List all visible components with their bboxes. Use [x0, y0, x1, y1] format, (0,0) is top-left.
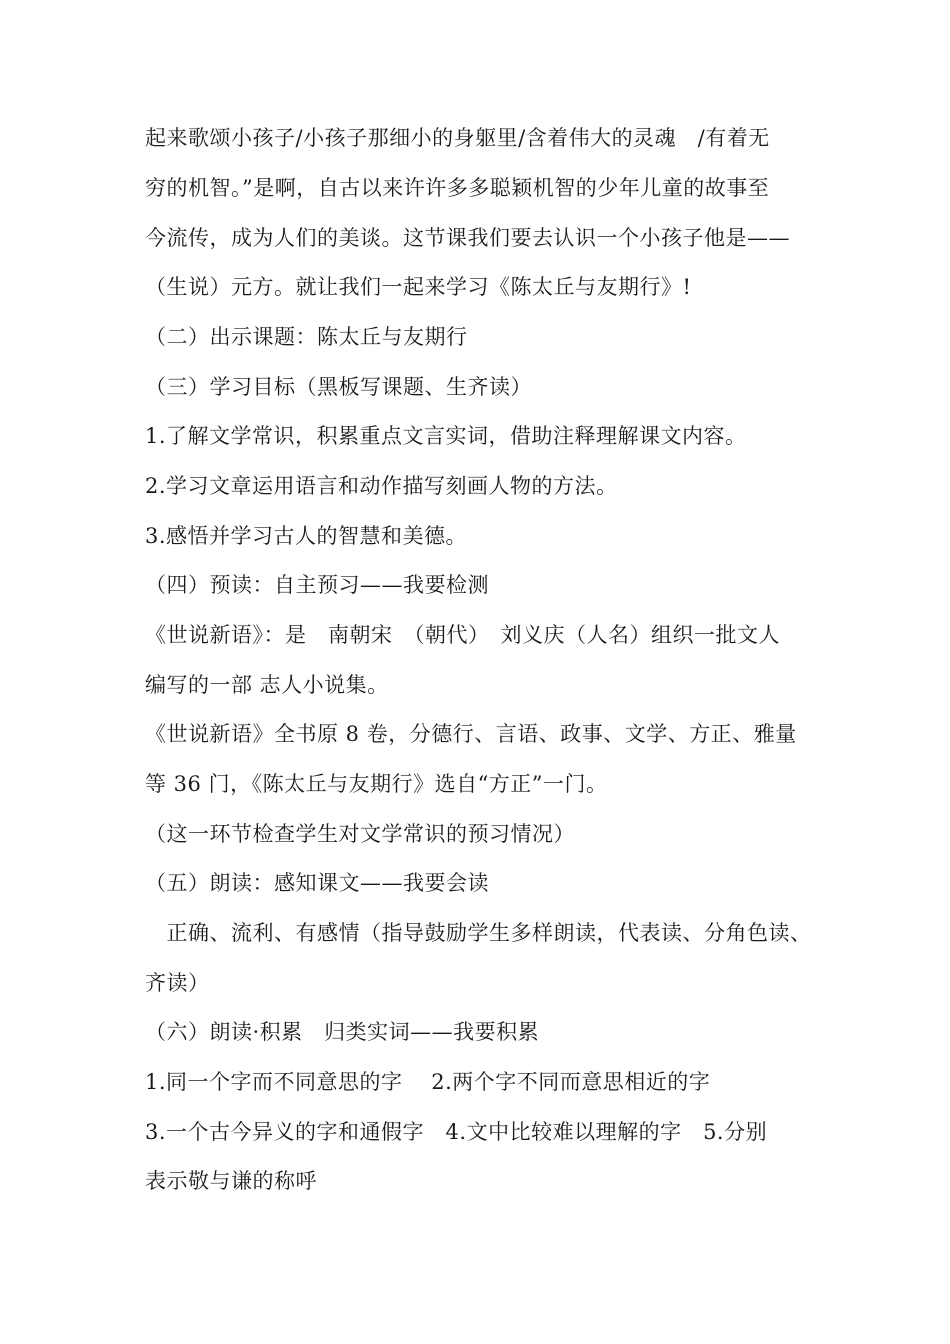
text-line: 《世说新语》全书原 8 卷，分德行、言语、政事、文学、方正、雅量	[145, 722, 797, 746]
text-line: （这一环节检查学生对文学常识的预习情况）	[145, 822, 575, 846]
section-heading: （六）朗读·积累 归类实词——我要积累	[145, 1020, 540, 1044]
text-line: 等 36 门，《陈太丘与友期行》选自“方正”一门。	[145, 772, 608, 796]
section-heading: （五）朗读：感知课文——我要会读	[145, 871, 489, 895]
list-item: 3.感悟并学习古人的智慧和美德。	[145, 524, 468, 548]
text-line: 编写的一部 志人小说集。	[145, 673, 389, 697]
text-line: 《世说新语》：是 南朝宋 （朝代） 刘义庆（人名）组织一批文人	[145, 623, 780, 647]
text-line: 起来歌颂小孩子/小孩子那细小的身躯里/含着伟大的灵魂 /有着无	[145, 126, 770, 150]
list-item: 3.一个古今异义的字和通假字 4.文中比较难以理解的字 5.分别	[145, 1120, 768, 1144]
text-line: 穷的机智。”是啊，自古以来许许多多聪颖机智的少年儿童的故事至	[145, 176, 770, 200]
section-heading: （三）学习目标（黑板写课题、生齐读）	[145, 375, 532, 399]
text-line: （生说）元方。就让我们一起来学习《陈太丘与友期行》!	[145, 275, 692, 299]
list-item: 1.同一个字而不同意思的字 2.两个字不同而意思相近的字	[145, 1070, 711, 1094]
text-line: 表示敬与谦的称呼	[145, 1169, 317, 1193]
section-heading: （二）出示课题：陈太丘与友期行	[145, 325, 468, 349]
list-item: 1.了解文学常识，积累重点文言实词，借助注释理解课文内容。	[145, 424, 747, 448]
section-heading: （四）预读：自主预习——我要检测	[145, 573, 489, 597]
text-line: 齐读）	[145, 971, 210, 995]
text-line: 正确、流利、有感情（指导鼓励学生多样朗读，代表读、分角色读、	[145, 921, 812, 945]
text-line: 今流传，成为人们的美谈。这节课我们要去认识一个小孩子他是——	[145, 226, 790, 250]
list-item: 2.学习文章运用语言和动作描写刻画人物的方法。	[145, 474, 618, 498]
